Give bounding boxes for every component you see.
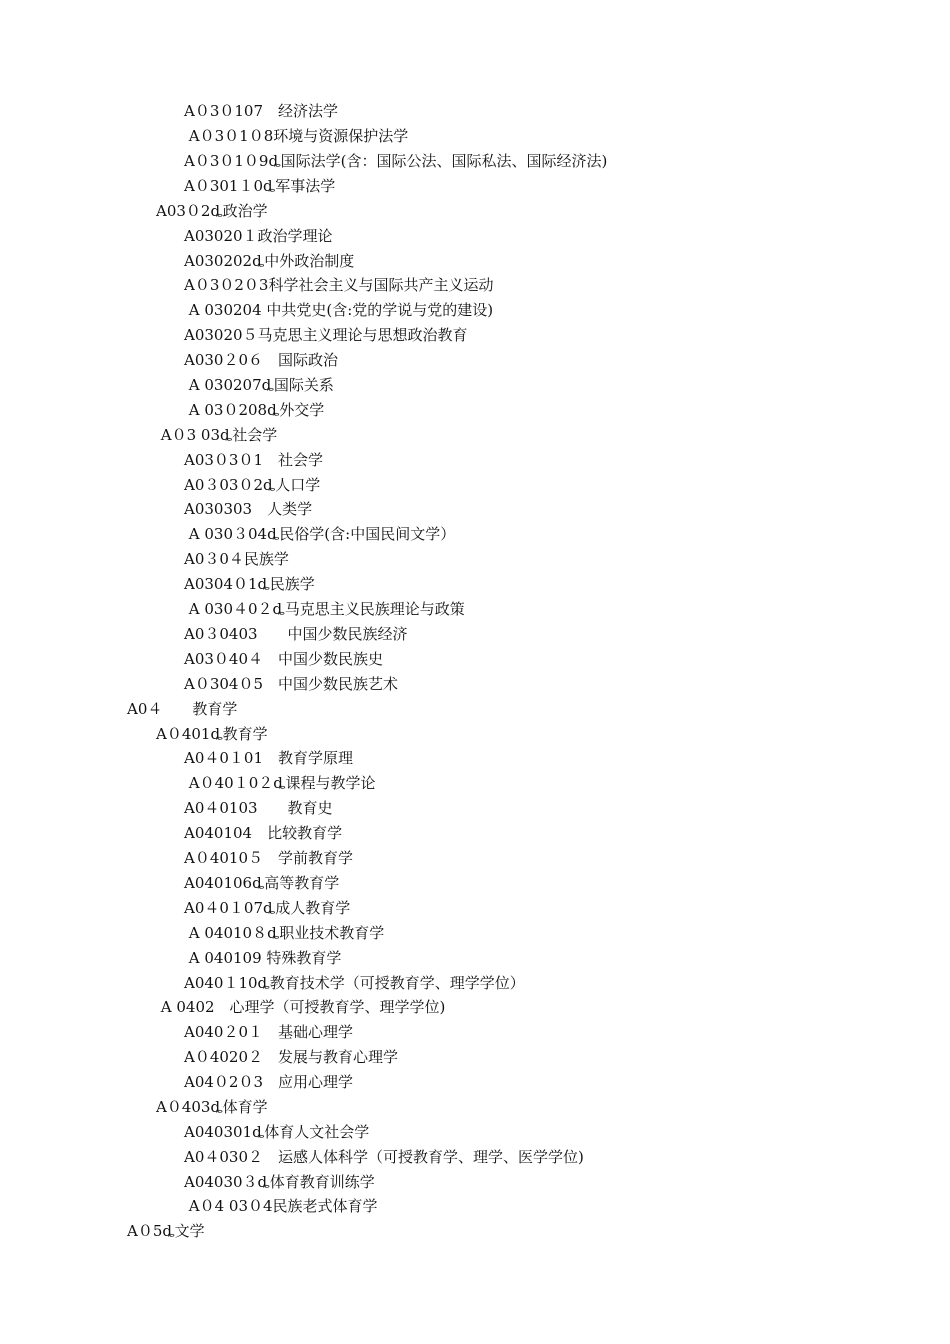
list-item: A03０2ȡ政治学 bbox=[156, 202, 268, 220]
list-item: A030２0６ 国际政治 bbox=[184, 351, 339, 369]
list-item: A０403ȡ体育学 bbox=[156, 1098, 268, 1116]
list-item: A０4 03０4民族老式体育学 bbox=[184, 1197, 378, 1215]
list-item: A040301ȡ体育人文社会学 bbox=[184, 1123, 370, 1141]
list-item: A０3０2０3科学社会主义与国际共产主义运动 bbox=[184, 276, 494, 294]
list-item: A040104 比较教育学 bbox=[184, 824, 343, 842]
list-item: A0３0403 中国少数民族经济 bbox=[184, 625, 408, 643]
list-item: A03０3０1 社会学 bbox=[184, 451, 324, 469]
list-item: A０3０107 经济法学 bbox=[184, 102, 339, 120]
list-item: A 030４0２ȡ马克思主义民族理论与政策 bbox=[184, 600, 465, 618]
list-item: A030202ȡ中外政治制度 bbox=[184, 252, 355, 270]
list-item: A 03０208ȡ外交学 bbox=[184, 401, 325, 419]
list-item: A０4010５ 学前教育学 bbox=[184, 849, 354, 867]
list-item: A0４0１07ȡ成人教育学 bbox=[184, 899, 351, 917]
list-item: A0４0１01 教育学原理 bbox=[184, 749, 354, 767]
list-item: A04０2０3 应用心理学 bbox=[184, 1073, 354, 1091]
list-item: A0４ 教育学 bbox=[127, 700, 238, 718]
list-item: A０40１0２ȡ课程与教学论 bbox=[184, 774, 376, 792]
list-item: A040１10ȡ教育技术学（可授教育学、理学学位） bbox=[184, 974, 525, 992]
list-item: A０5ȡ文学 bbox=[127, 1222, 205, 1240]
list-item: A0３0４民族学 bbox=[184, 550, 289, 568]
list-item: A 04010８ȡ职业技术教育学 bbox=[184, 924, 385, 942]
list-item: A03020５马克思主义理论与思想政治教育 bbox=[184, 326, 468, 344]
list-item: A030303 人类学 bbox=[184, 500, 313, 518]
list-item: A０3０1０8环境与资源保护法学 bbox=[184, 127, 409, 145]
list-item: A03０40４ 中国少数民族史 bbox=[184, 650, 384, 668]
list-item: A 030204 中共党史(含:党的学说与党的建设) bbox=[184, 301, 494, 319]
list-item: A０3０1０9ȡ国际法学(含：国际公法、国际私法、国际经济法) bbox=[184, 152, 608, 170]
list-item: A040２0１ 基础心理学 bbox=[184, 1023, 354, 1041]
list-item: A040106ȡ高等教育学 bbox=[184, 874, 340, 892]
list-item: A０401ȡ教育学 bbox=[156, 725, 268, 743]
list-item: A０301１0ȡ军事法学 bbox=[184, 177, 336, 195]
list-item: A 030207ȡ国际关系 bbox=[184, 376, 334, 394]
list-item: A0４0103 教育史 bbox=[184, 799, 333, 817]
list-item: A 030３04ȡ民俗学(含:中国民间文学） bbox=[184, 525, 456, 543]
list-item: A０4020２ 发展与教育心理学 bbox=[184, 1048, 399, 1066]
list-item: A 040109 特殊教育学 bbox=[184, 949, 342, 967]
list-item: A０304０5 中国少数民族艺术 bbox=[184, 675, 399, 693]
list-item: A０3 03ȡ社会学 bbox=[156, 426, 278, 444]
list-item: A 0402 心理学（可授教育学、理学学位) bbox=[156, 998, 446, 1016]
list-item: A0４030２ 运感人体科学（可授教育学、理学、医学学位) bbox=[184, 1148, 584, 1166]
list-item: A03020１政治学理论 bbox=[184, 227, 333, 245]
list-item: A0304０1ȡ民族学 bbox=[184, 575, 315, 593]
list-item: A0３03０2ȡ人口学 bbox=[184, 476, 321, 494]
list-item: A04030３ȡ体育教育训练学 bbox=[184, 1173, 375, 1191]
